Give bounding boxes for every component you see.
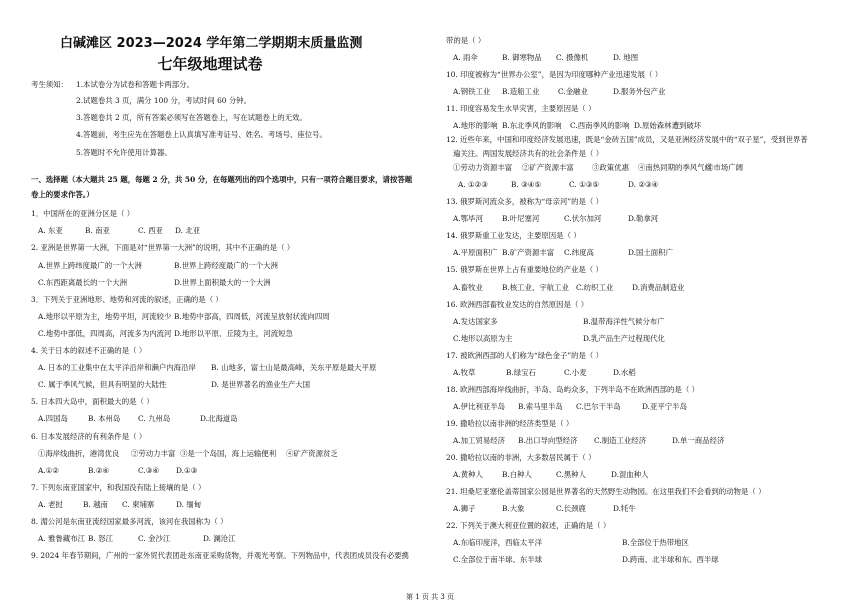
question-line: C.纬度高 xyxy=(564,248,594,257)
question-line: B.大象 xyxy=(502,504,525,513)
question-line: A.畜牧业 xyxy=(453,283,483,292)
question-line: A.伊比利亚半岛 xyxy=(453,402,506,411)
question-line: D.①③ xyxy=(176,466,198,475)
question-line: 17. 被欧洲西部的人们称为“绿色金子”的是（ ） xyxy=(446,351,604,360)
question-line: A.地形的影响 xyxy=(453,121,498,130)
notes-item: 5.答题时不允许使用计算器。 xyxy=(76,148,172,157)
question-line: C. 九州岛 xyxy=(138,414,171,423)
question-line: B.东北季风的影响 xyxy=(502,121,562,130)
section-heading: 一、选择题（本大题共 25 题，每题 2 分，共 50 分，在每题列出的四个选项中，只有一项符合题目要求，请按答题 xyxy=(31,175,413,184)
question-line: A. 雅鲁藏布江 xyxy=(38,534,85,543)
question-line: 6. 日本发展经济的有利条件是（ ） xyxy=(31,432,147,441)
question-line: A. 雨伞 xyxy=(453,53,478,62)
question-line: 18. 欧洲西部海岸线曲折，半岛、岛屿众多，下列半岛不在欧洲西部的是（ ） xyxy=(446,385,699,394)
question-line: ②矿产资源丰富 xyxy=(522,163,574,172)
question-line: D.国土面积广 xyxy=(628,248,673,257)
question-line: D.乳产品生产过程现代化 xyxy=(583,334,665,343)
question-line: D. 地图 xyxy=(613,53,639,62)
question-line: ③是一个岛国，海上运输便利 xyxy=(180,449,277,458)
question-line: A. 东亚 xyxy=(38,226,63,235)
question-line: 12. 近些年来，中国和印度经济发展迅速，既是“金砖五国”成员，又是亚洲经济发展中的“双子星”，受到世界普 xyxy=(446,135,808,144)
question-line: 1．中国所在的亚洲分区是（ ） xyxy=(31,209,135,218)
question-line: C. 属于季风气候，但具有明显的大陆性 xyxy=(38,380,167,389)
question-line: 9. 2024 年春节期间，广州的一家外贸代表团赴东南亚采购货物，并观光考察。下列物品中，代表团成员没有必要携 xyxy=(31,551,409,560)
question-line: 3．下列关于亚洲地形、地势和河流的叙述，正确的是（ ） xyxy=(31,295,223,304)
question-line: C.黑种人 xyxy=(556,470,586,479)
question-line: 带的是（ ） xyxy=(446,36,486,45)
question-line: B.绿宝石 xyxy=(506,368,536,377)
question-line: D.消费品制造业 xyxy=(632,283,685,292)
question-line: C.巴尔干半岛 xyxy=(576,402,621,411)
question-line: 21. 坦桑尼亚塞伦盖蒂国家公园是世界著名的天然野生动物园。在这里我们不会看到的动物是（ ） xyxy=(446,487,766,496)
question-line: C. ①③⑤ xyxy=(569,180,599,189)
question-line: A.①② xyxy=(38,466,59,475)
question-line: A.钢铁工业 xyxy=(453,87,491,96)
question-line: 2. 亚洲是世界第一大洲，下面是对“世界第一大洲”的说明，其中不正确的是（ ） xyxy=(31,243,295,252)
question-line: 16. 欧洲西部畜牧业发达的自然原因是（ ） xyxy=(446,300,589,309)
question-line: B. 本州岛 xyxy=(88,414,121,423)
question-line: B.温带海洋性气候分布广 xyxy=(583,317,665,326)
question-line: C.地形以高原为主 xyxy=(453,334,513,343)
exam-subtitle: 七年级地理试卷 xyxy=(157,55,263,73)
question-line: D.跨南、北半球和东、西半球 xyxy=(622,555,719,564)
notes-item: 2.试题卷共 3 页，满分 100 分，考试时间 60 分钟。 xyxy=(76,96,252,105)
question-line: A.鄂毕河 xyxy=(453,214,483,223)
question-line: ①海岸线曲折，港湾优良 xyxy=(38,449,120,458)
question-line: D. 北亚 xyxy=(175,226,201,235)
question-line: D. 澜沧江 xyxy=(203,534,236,543)
notes-item: 3.答题卷共 2 页，所有答案必须写在答题卷上，写在试题卷上的无效。 xyxy=(76,113,307,122)
page-footer: 第 1 页 共 3 页 xyxy=(405,593,455,601)
question-line: C.地势中部低，四周高，河流多为内流河 xyxy=(38,329,172,338)
question-line: D. ②③④ xyxy=(628,180,659,189)
question-line: C.金融业 xyxy=(558,87,588,96)
question-line: D.勒拿河 xyxy=(628,214,659,223)
question-line: D.亚平宁半岛 xyxy=(642,402,687,411)
question-line: A. 日本的工业集中在太平洋沿岸和濑户内海沿岸 xyxy=(38,363,196,372)
question-line: B. 越南 xyxy=(83,500,108,509)
question-line: C.全部位于南半球、东半球 xyxy=(453,555,543,564)
question-line: D.单一商品经济 xyxy=(672,436,725,445)
question-line: B.地势中部高，四周低，河流呈放射状流向四周 xyxy=(174,312,330,321)
question-line: 7. 下列东南亚国家中，和我国没有陆上接壤的是（ ） xyxy=(31,483,206,492)
question-line: A.狮子 xyxy=(453,504,476,513)
question-line: ④矿产资源贫乏 xyxy=(286,449,338,458)
question-line: ①劳动力资源丰富 xyxy=(453,163,513,172)
question-line: B. 山地多，富士山是最高峰，关东平原是最大平原 xyxy=(211,363,377,372)
question-line: ④南热同期的季风气候 xyxy=(638,163,712,172)
question-line: 20. 撒哈拉以南的非洲，大多数居民属于（ ） xyxy=(446,453,596,462)
question-line: B.索马里半岛 xyxy=(518,402,563,411)
question-line: B.核工业、宇航工业 xyxy=(502,283,569,292)
question-line: C.小麦 xyxy=(564,368,587,377)
question-line: B.造船工业 xyxy=(502,87,540,96)
question-line: D.水稻 xyxy=(613,368,636,377)
notes-item: 1.本试卷分为试卷和答题卡两部分。 xyxy=(76,80,194,89)
question-line: D. 缅甸 xyxy=(176,500,202,509)
question-line: B.②④ xyxy=(88,466,110,475)
question-line: D.北海道岛 xyxy=(200,414,238,423)
question-line: B.全部位于热带地区 xyxy=(622,538,689,547)
question-line: D.地形以平原、丘陵为主，河流短急 xyxy=(174,329,293,338)
question-line: A.牧草 xyxy=(453,368,476,377)
notes-label: 考生须知： xyxy=(31,80,68,89)
question-line: 22. 下列关于澳大利亚位置的叙述，正确的是（ ） xyxy=(446,521,611,530)
question-line: 4. 关于日本的叙述不正确的是（ ） xyxy=(31,346,147,355)
section-heading: 卷上的要求作答。） xyxy=(31,190,94,199)
question-line: 15. 俄罗斯在世界上占有重要地位的产业是（ ） xyxy=(446,265,603,274)
question-line: B.矿产资源丰富 xyxy=(502,248,555,257)
question-line: 14. 俄罗斯重工业发达，主要原因是（ ） xyxy=(446,231,581,240)
question-line: C.纺织工业 xyxy=(576,283,614,292)
question-line: B. 怒江 xyxy=(88,534,113,543)
question-line: C. 柬埔寨 xyxy=(122,500,155,509)
question-line: 5. 日本四大岛中，面积最大的是（ ） xyxy=(31,397,154,406)
question-line: C.③④ xyxy=(138,466,159,475)
question-line: A.平原面积广 xyxy=(453,248,498,257)
question-line: D.牦牛 xyxy=(613,504,636,513)
question-line: D. 是世界著名的渔业生产大国 xyxy=(211,380,311,389)
question-line: A.发达国家多 xyxy=(453,317,498,326)
notes-item: 4.答题前，考生应先在答题卷上认真填写准考证号、姓名、考场号、座位号。 xyxy=(76,130,327,139)
question-line: 遍关注。两国发展经济共有的社会条件是（ ） xyxy=(453,149,604,158)
question-line: 8. 湄公河是东南亚流经国家最多河流，该河在我国称为（ ） xyxy=(31,517,228,526)
question-line: C.伏尔加河 xyxy=(564,214,602,223)
question-line: D.混血种人 xyxy=(611,470,649,479)
question-line: ⑤市场广阔 xyxy=(706,163,743,172)
question-line: D.服务外包产业 xyxy=(613,87,666,96)
question-line: C.长颈鹿 xyxy=(556,504,586,513)
question-line: A.黄种人 xyxy=(453,470,483,479)
question-line: 10. 印度被称为“世界办公室”，是因为印度哪种产业迅速发展（ ） xyxy=(446,70,663,79)
question-line: B.出口导向型经济 xyxy=(518,436,578,445)
question-line: A. 老挝 xyxy=(38,500,63,509)
question-line: B. ③④⑤ xyxy=(511,180,542,189)
question-line: ③政策优惠 xyxy=(592,163,629,172)
question-line: 19. 撒哈拉以南非洲的经济类型是（ ） xyxy=(446,419,574,428)
question-line: A.东临印度洋，西临太平洋 xyxy=(453,538,542,547)
question-line: C. 金沙江 xyxy=(138,534,171,543)
question-line: 11. 印度容易发生水旱灾害，主要原因是（ ） xyxy=(446,104,596,113)
question-line: B.叶尼塞河 xyxy=(502,214,540,223)
question-line: D.原始森林遭到破坏 xyxy=(634,121,702,130)
question-line: B. 南亚 xyxy=(85,226,110,235)
question-line: 13. 俄罗斯河流众多，被称为“母亲河”的是（ ） xyxy=(446,197,604,206)
question-line: C.西南季风的影响 xyxy=(570,121,630,130)
question-line: A.世界上跨纬度最广的一个大洲 xyxy=(38,261,142,270)
question-line: A.四国岛 xyxy=(38,414,68,423)
question-line: C.制造工业经济 xyxy=(594,436,647,445)
question-line: A.加工贸易经济 xyxy=(453,436,506,445)
question-line: D.世界上面积最大的一个大洲 xyxy=(174,278,271,287)
question-line: B. 御寒物品 xyxy=(502,53,542,62)
question-line: A. ①②③ xyxy=(458,180,488,189)
question-line: A.地形以平原为主，地势平坦，河流较少 xyxy=(38,312,172,321)
question-line: C.东西距离最长的一个大洲 xyxy=(38,278,128,287)
question-line: B.白种人 xyxy=(502,470,532,479)
question-line: B.世界上跨经度最广的一个大洲 xyxy=(174,261,278,270)
question-line: ②劳动力丰富 xyxy=(131,449,176,458)
page-title: 白碱滩区 2023—2024 学年第二学期期末质量监测 xyxy=(60,36,363,51)
question-line: C. 摄像机 xyxy=(556,53,589,62)
question-line: C. 西亚 xyxy=(138,226,163,235)
